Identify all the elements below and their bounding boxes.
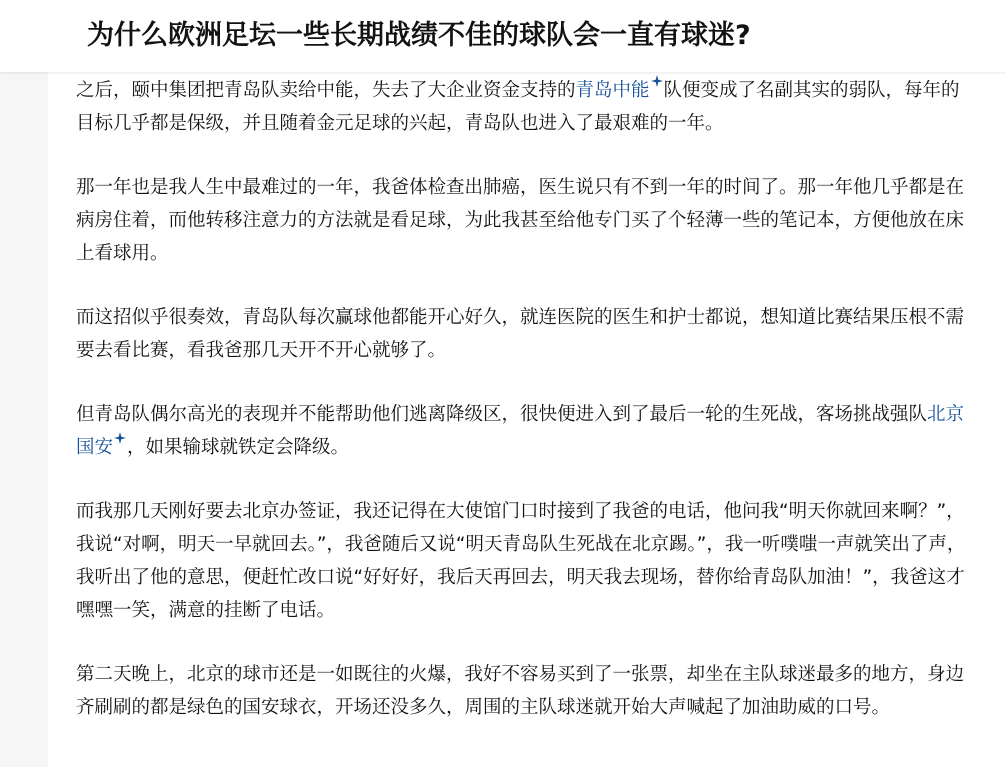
spark-icon[interactable]: [651, 75, 663, 87]
spark-icon[interactable]: [114, 432, 126, 444]
answer-paragraph-6: 第二天晚上，北京的球市还是一如既往的火爆，我好不容易买到了一张票，却坐在主队球迷最多的地方，身边齐刷刷的都是绿色的国安球衣，开场还没多久，周围的主队球迷就开始大声喊起了加油助威的口号。: [76, 664, 965, 718]
answer-paragraph-2: 那一年也是我人生中最难过的一年，我爸体检查出肺癌，医生说只有不到一年的时间了。那一年他几乎都是在病房住着，而他转移注意力的方法就是看足球，为此我甚至给他专门买了个轻薄一些的笔记本，方便他放在床上看球用。: [76, 177, 965, 264]
answer-paragraph-3: 而这招似乎很奏效，青岛队每次赢球他都能开心好久，就连医院的医生和护士都说，想知道比赛结果压根不需要去看比赛，看我爸那几天开不开心就够了。: [76, 307, 965, 361]
answer-paragraph-1: [76, 74, 976, 140]
paragraph-text: 之后，颐中集团把青岛队卖给中能，失去了大企业资金支持的: [76, 80, 576, 101]
topic-link-qingdao-zhongneng[interactable]: [576, 80, 664, 101]
answer-paragraph-4: [76, 398, 976, 464]
paragraph-text: 队便变成了名副其实的弱队，每年的目标几乎都是保级，并且随着金元足球的兴起，青岛队也进入了最艰难的一年。: [76, 80, 960, 134]
question-header: [0, 0, 1006, 72]
paragraph-text: ，如果输球就铁定会降级。: [127, 437, 350, 458]
question-title[interactable]: 为什么欧洲足坛一些长期战绩不佳的球队会一直有球迷?: [87, 20, 751, 51]
paragraph-text: 但青岛队偶尔高光的表现并不能帮助他们逃离降级区，很快便进入到了最后一轮的生死战，客场挑战强队: [76, 404, 928, 425]
topic-link-label[interactable]: 青岛中能: [575, 80, 650, 101]
answer-paragraph-5: 而我那几天刚好要去北京办签证，我还记得在大使馆门口时接到了我爸的电话，他问我“明天你就回来啊？”，我说“对啊，明天一早就回去。”，我爸随后又说“明天青岛队生死战在北京踢。”，我一听噗嗤一声就笑出了声，我听出了他的意思，便赶忙改口说“好好好，我后天再回去，明天我去现场，替你给青岛队加油！”，我爸这才嘿嘿一笑，满意的挂断了电话。: [76, 501, 966, 621]
topic-link-label[interactable]: 北京国安: [76, 404, 965, 458]
answer-card: [48, 72, 1006, 767]
answer-content: [76, 74, 976, 755]
